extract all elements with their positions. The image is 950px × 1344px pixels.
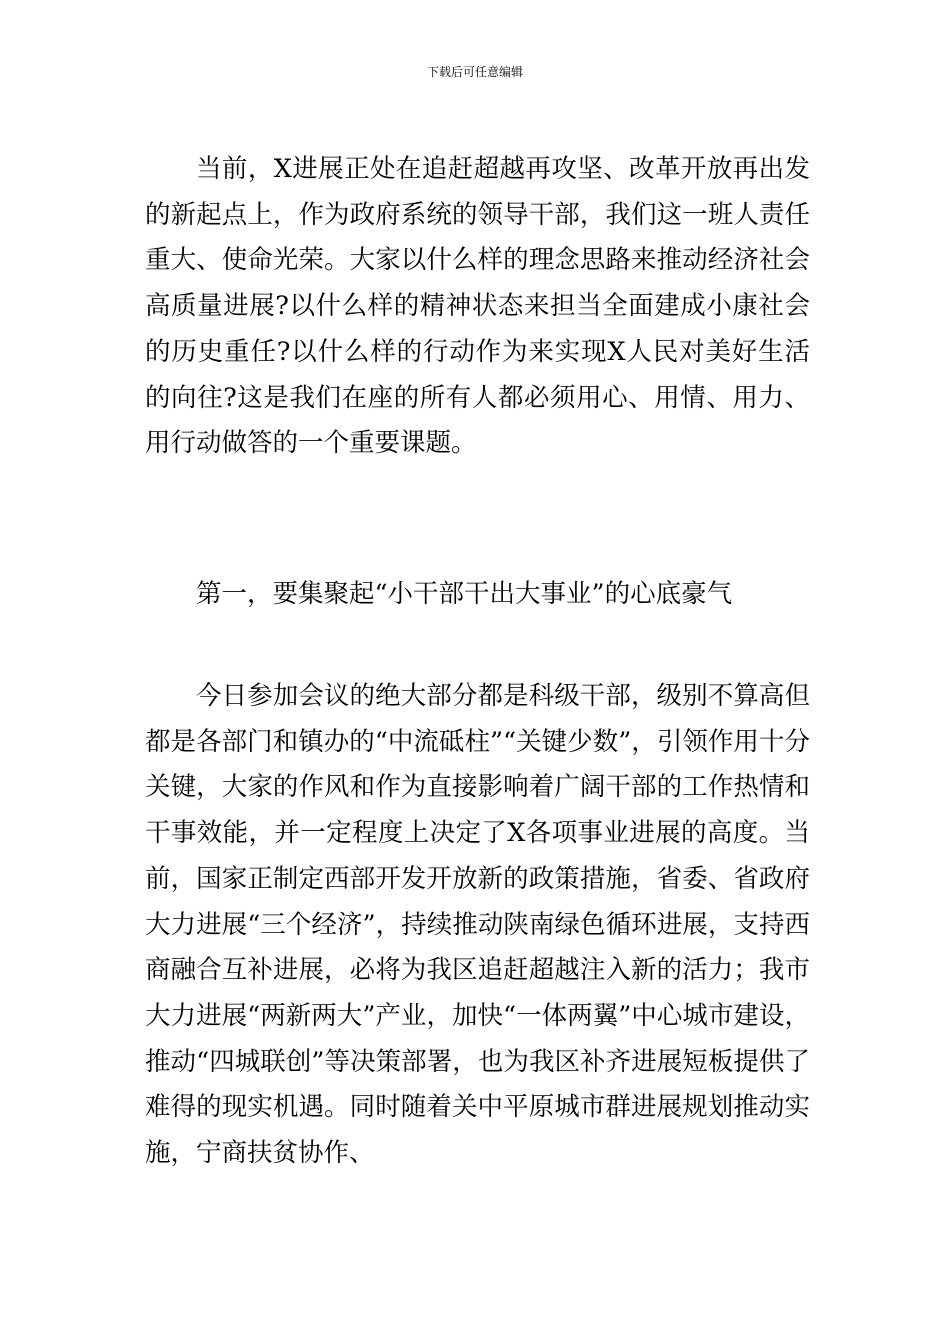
paragraph-intro: 当前，X进展正处在追赶超越再攻坚、改革开放再出发的新起点上，作为政府系统的领导干部，我们这一班人责任重大、使命光荣。大家以什么样的理念思路来推动经济社会高质量进展?以什么样的精神状态来担当全面建成小康社会的历史重任?以什么样的行动作为来实现X人民对美好生活的向往?这是我们在座的所有人都必须用心、用情、用力、用行动做答的一个重要课题。 (145, 154, 810, 459)
paragraph-first-section: 今日参加会议的绝大部分都是科级干部，级别不算高但都是各部门和镇办的“中流砥柱”“关键少数”，引领作用十分关键，大家的作风和作为直接影响着广阔干部的工作热情和干事效能，并一定程度上决定了X各项事业进展的高度。当前，国家正制定西部开发开放新的政策措施，省委、省政府大力进展“三个经济”，持续推动陕南绿色循环进展，支持西商融合互补进展，必将为我区追赶超越注入新的活力；我市大力进展“两新两大”产业，加快“一体两翼”中心城市建设，推动“四城联创”等决策部署，也为我区补齐进展短板提供了难得的现实机遇。同时随着关中平原城市群进展规划推动实施，宁商扶贫协作、 (145, 681, 810, 1169)
section-heading-first: 第一，要集聚起“小干部干出大事业”的心底豪气 (196, 579, 733, 609)
header-note: 下载后可任意编辑 (426, 65, 523, 79)
